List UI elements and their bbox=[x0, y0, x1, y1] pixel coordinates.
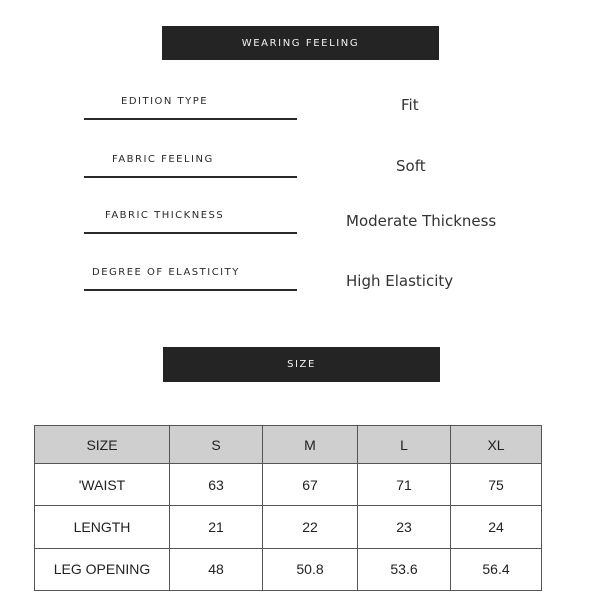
header-cell-l: L bbox=[358, 426, 451, 464]
table-row bbox=[35, 548, 542, 590]
cell-value: 48 bbox=[170, 548, 263, 590]
attr-value-degree-of-elasticity: High Elasticity bbox=[346, 272, 454, 290]
row-label-leg-opening: LEG OPENING bbox=[35, 548, 170, 590]
size-title: SIZE bbox=[287, 359, 316, 370]
attr-label-text: FABRIC FEELING bbox=[112, 154, 214, 165]
cell-value: 53.6 bbox=[358, 548, 451, 590]
cell-value: 63 bbox=[170, 464, 263, 506]
row-label-waist: 'WAIST bbox=[35, 464, 170, 506]
cell-value: 50.8 bbox=[263, 548, 358, 590]
cell-value: 21 bbox=[170, 506, 263, 548]
attr-label-fabric-feeling bbox=[84, 148, 297, 178]
size-table bbox=[34, 425, 542, 591]
size-table-header-row bbox=[35, 426, 542, 464]
attr-label-text: EDITION TYPE bbox=[121, 96, 209, 107]
attr-label-text: DEGREE OF ELASTICITY bbox=[92, 267, 240, 278]
wearing-feeling-title: WEARING FEELING bbox=[241, 37, 360, 49]
attr-value-fabric-feeling: Soft bbox=[396, 157, 426, 175]
header-cell-m: M bbox=[263, 426, 358, 464]
table-row bbox=[35, 464, 542, 506]
attr-label-text: FABRIC THICKNESS bbox=[105, 210, 225, 221]
cell-value: 22 bbox=[263, 506, 358, 548]
cell-value: 71 bbox=[358, 464, 451, 506]
attr-value-fabric-thickness: Moderate Thickness bbox=[346, 212, 497, 230]
wearing-feeling-banner bbox=[162, 26, 439, 60]
row-label-length: LENGTH bbox=[35, 506, 170, 548]
header-cell-xl: XL bbox=[451, 426, 542, 464]
header-cell-s: S bbox=[170, 426, 263, 464]
cell-value: 23 bbox=[358, 506, 451, 548]
table-row bbox=[35, 506, 542, 548]
cell-value: 24 bbox=[451, 506, 542, 548]
attr-label-degree-of-elasticity bbox=[84, 261, 297, 291]
cell-value: 75 bbox=[451, 464, 542, 506]
attr-label-fabric-thickness bbox=[84, 204, 297, 234]
attr-value-edition-type: Fit bbox=[401, 96, 419, 114]
header-cell-size: SIZE bbox=[35, 426, 170, 464]
cell-value: 56.4 bbox=[451, 548, 542, 590]
cell-value: 67 bbox=[263, 464, 358, 506]
size-banner bbox=[163, 347, 440, 382]
attr-label-edition-type bbox=[84, 90, 297, 120]
